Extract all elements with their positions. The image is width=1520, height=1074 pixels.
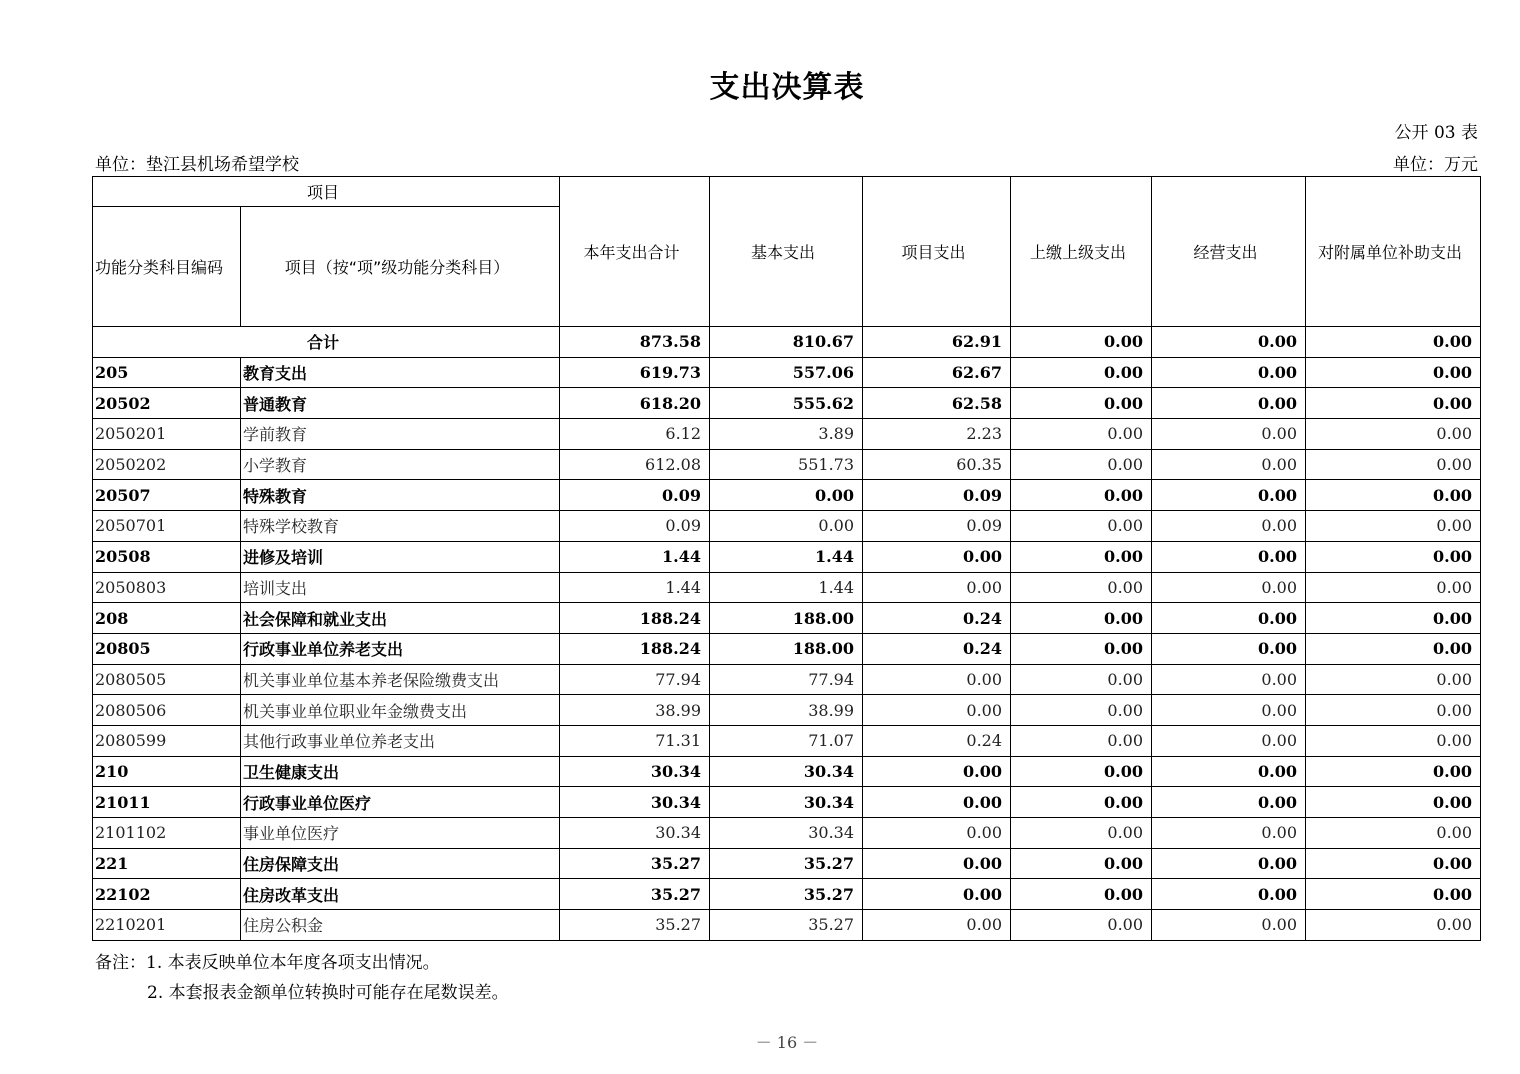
row-value: 0.00 [1011,818,1152,849]
row-value: 555.62 [710,388,863,419]
table-row [93,664,1481,695]
total-value: 0.00 [1152,327,1306,358]
row-value: 62.58 [863,388,1011,419]
row-value: 0.00 [1306,879,1481,910]
row-value: 557.06 [710,357,863,388]
row-code: 20805 [93,633,241,664]
row-value: 38.99 [560,695,710,726]
row-value: 188.24 [560,633,710,664]
row-value: 0.00 [1152,787,1306,818]
row-code: 2050701 [93,511,241,542]
row-name: 住房改革支出 [241,879,560,910]
row-code: 22102 [93,879,241,910]
row-value: 0.00 [863,541,1011,572]
row-value: 77.94 [710,664,863,695]
row-value: 30.34 [560,818,710,849]
row-value: 0.00 [1011,357,1152,388]
row-value: 35.27 [710,879,863,910]
row-value: 30.34 [710,818,863,849]
header-subsidy: 对附属单位补助支出 [1306,177,1481,327]
row-value: 35.27 [710,848,863,879]
row-value: 0.09 [560,511,710,542]
row-value: 1.44 [710,572,863,603]
notes [95,948,509,1008]
note-1: 备注：1. 本表反映单位本年度各项支出情况。 [95,953,440,973]
row-value: 0.00 [1011,664,1152,695]
header-basic: 基本支出 [710,177,863,327]
row-value: 30.34 [710,787,863,818]
row-value: 0.00 [1306,848,1481,879]
row-value: 0.00 [1152,910,1306,941]
row-name: 社会保障和就业支出 [241,603,560,634]
row-value: 0.00 [1011,480,1152,511]
row-value: 0.00 [1306,756,1481,787]
row-value: 0.00 [1011,572,1152,603]
row-value: 0.00 [1306,511,1481,542]
table-row [93,511,1481,542]
table-row [93,818,1481,849]
row-value: 188.24 [560,603,710,634]
header-total: 本年支出合计 [560,177,710,327]
row-code: 2210201 [93,910,241,941]
row-value: 0.00 [1011,879,1152,910]
row-value: 0.09 [560,480,710,511]
total-value: 873.58 [560,327,710,358]
row-name: 行政事业单位医疗 [241,787,560,818]
row-value: 0.00 [863,572,1011,603]
row-value: 1.44 [710,541,863,572]
header-code: 功能分类科目编码 [93,207,241,327]
row-value: 0.00 [1152,756,1306,787]
table-row [93,480,1481,511]
table-row [93,787,1481,818]
header-project-expense: 项目支出 [863,177,1011,327]
table-row [93,633,1481,664]
table-row [93,388,1481,419]
row-value: 35.27 [560,879,710,910]
row-name: 进修及培训 [241,541,560,572]
table-row [93,603,1481,634]
table-row [93,449,1481,480]
row-value: 0.00 [1152,848,1306,879]
row-value: 0.00 [710,480,863,511]
row-name: 培训支出 [241,572,560,603]
row-value: 0.00 [1011,541,1152,572]
page-title: 支出决算表 [709,70,865,105]
table-row [93,541,1481,572]
row-value: 0.00 [1152,357,1306,388]
row-value: 71.31 [560,725,710,756]
row-code: 20502 [93,388,241,419]
row-value: 0.00 [1306,388,1481,419]
row-name: 教育支出 [241,357,560,388]
row-value: 0.00 [1011,756,1152,787]
row-code: 2080506 [93,695,241,726]
row-value: 188.00 [710,603,863,634]
row-name: 小学教育 [241,449,560,480]
row-value: 0.24 [863,603,1011,634]
row-value: 0.00 [1306,633,1481,664]
row-value: 551.73 [710,449,863,480]
row-value: 0.00 [1306,572,1481,603]
row-name: 特殊学校教育 [241,511,560,542]
row-value: 35.27 [560,910,710,941]
row-value: 619.73 [560,357,710,388]
total-row [93,327,1481,358]
row-value: 0.00 [1011,603,1152,634]
row-value: 0.00 [863,787,1011,818]
row-value: 0.00 [1306,357,1481,388]
row-value: 0.24 [863,725,1011,756]
row-value: 30.34 [710,756,863,787]
total-value: 62.91 [863,327,1011,358]
row-value: 0.00 [1152,419,1306,450]
row-value: 0.00 [1152,695,1306,726]
row-name: 住房公积金 [241,910,560,941]
header-business: 经营支出 [1152,177,1306,327]
row-value: 0.00 [863,695,1011,726]
row-value: 188.00 [710,633,863,664]
note-2: 2. 本套报表金额单位转换时可能存在尾数误差。 [147,983,509,1003]
row-name: 行政事业单位养老支出 [241,633,560,664]
row-value: 0.00 [1011,449,1152,480]
row-value: 62.67 [863,357,1011,388]
table-row [93,357,1481,388]
row-code: 20508 [93,541,241,572]
row-value: 0.00 [710,511,863,542]
row-value: 60.35 [863,449,1011,480]
row-value: 0.00 [1011,695,1152,726]
row-value: 0.09 [863,480,1011,511]
row-value: 0.00 [1152,818,1306,849]
row-code: 2050803 [93,572,241,603]
row-value: 0.00 [1011,848,1152,879]
row-value: 0.00 [1011,787,1152,818]
row-value: 0.00 [1011,419,1152,450]
row-value: 1.44 [560,572,710,603]
total-value: 0.00 [1011,327,1152,358]
unit-organization: 单位：垫江县机场希望学校 [95,155,299,175]
row-value: 0.00 [1152,511,1306,542]
row-name: 特殊教育 [241,480,560,511]
row-name: 机关事业单位职业年金缴费支出 [241,695,560,726]
row-value: 38.99 [710,695,863,726]
row-value: 3.89 [710,419,863,450]
table-row [93,848,1481,879]
table-row [93,572,1481,603]
row-value: 0.00 [1306,695,1481,726]
total-label: 合计 [93,327,560,358]
row-value: 0.00 [1306,603,1481,634]
row-value: 0.00 [1152,449,1306,480]
row-name: 普通教育 [241,388,560,419]
row-code: 205 [93,357,241,388]
table-row [93,756,1481,787]
table-row [93,910,1481,941]
row-value: 0.00 [1306,910,1481,941]
row-value: 1.44 [560,541,710,572]
row-value: 0.00 [1011,725,1152,756]
row-value: 35.27 [710,910,863,941]
row-value: 0.00 [1306,541,1481,572]
row-value: 0.00 [863,879,1011,910]
total-value: 0.00 [1306,327,1481,358]
row-name: 住房保障支出 [241,848,560,879]
row-value: 0.00 [863,848,1011,879]
row-value: 0.00 [863,910,1011,941]
row-code: 2050202 [93,449,241,480]
row-name: 其他行政事业单位养老支出 [241,725,560,756]
row-value: 0.00 [1306,480,1481,511]
row-value: 35.27 [560,848,710,879]
table-row [93,879,1481,910]
row-value: 71.07 [710,725,863,756]
row-code: 208 [93,603,241,634]
row-value: 0.00 [863,756,1011,787]
row-value: 0.00 [1011,910,1152,941]
header-project: 项目 [93,177,560,207]
row-value: 0.00 [1152,603,1306,634]
row-code: 2080599 [93,725,241,756]
expenditure-table [92,176,1481,941]
row-value: 0.00 [1011,511,1152,542]
row-value: 0.00 [1306,787,1481,818]
row-value: 30.34 [560,756,710,787]
row-name: 卫生健康支出 [241,756,560,787]
row-value: 0.00 [1152,480,1306,511]
row-code: 20507 [93,480,241,511]
unit-currency: 单位：万元 [1393,155,1478,175]
row-code: 2101102 [93,818,241,849]
row-value: 0.00 [1152,633,1306,664]
row-value: 6.12 [560,419,710,450]
row-name: 事业单位医疗 [241,818,560,849]
row-value: 0.00 [1306,419,1481,450]
row-value: 618.20 [560,388,710,419]
row-value: 77.94 [560,664,710,695]
row-value: 0.09 [863,511,1011,542]
row-value: 0.00 [863,664,1011,695]
row-name: 机关事业单位基本养老保险缴费支出 [241,664,560,695]
form-number: 公开 03 表 [1394,123,1478,143]
total-value: 810.67 [710,327,863,358]
row-value: 0.00 [1152,879,1306,910]
row-value: 30.34 [560,787,710,818]
row-value: 0.00 [1152,725,1306,756]
row-value: 0.00 [1011,633,1152,664]
row-value: 0.24 [863,633,1011,664]
row-code: 210 [93,756,241,787]
row-code: 2080505 [93,664,241,695]
row-value: 2.23 [863,419,1011,450]
table-row [93,695,1481,726]
page-number: － 16 － [755,1033,819,1052]
row-value: 0.00 [1306,664,1481,695]
header-name: 项目（按“项”级功能分类科目） [241,207,560,327]
row-value: 0.00 [863,818,1011,849]
row-code: 2050201 [93,419,241,450]
row-value: 0.00 [1152,664,1306,695]
row-value: 0.00 [1152,541,1306,572]
row-name: 学前教育 [241,419,560,450]
table-row [93,419,1481,450]
row-code: 21011 [93,787,241,818]
row-value: 612.08 [560,449,710,480]
table-body [93,327,1481,941]
row-value: 0.00 [1306,818,1481,849]
row-value: 0.00 [1152,388,1306,419]
row-value: 0.00 [1011,388,1152,419]
header-superior: 上缴上级支出 [1011,177,1152,327]
row-value: 0.00 [1306,725,1481,756]
row-value: 0.00 [1152,572,1306,603]
row-value: 0.00 [1306,449,1481,480]
table-row [93,725,1481,756]
row-code: 221 [93,848,241,879]
